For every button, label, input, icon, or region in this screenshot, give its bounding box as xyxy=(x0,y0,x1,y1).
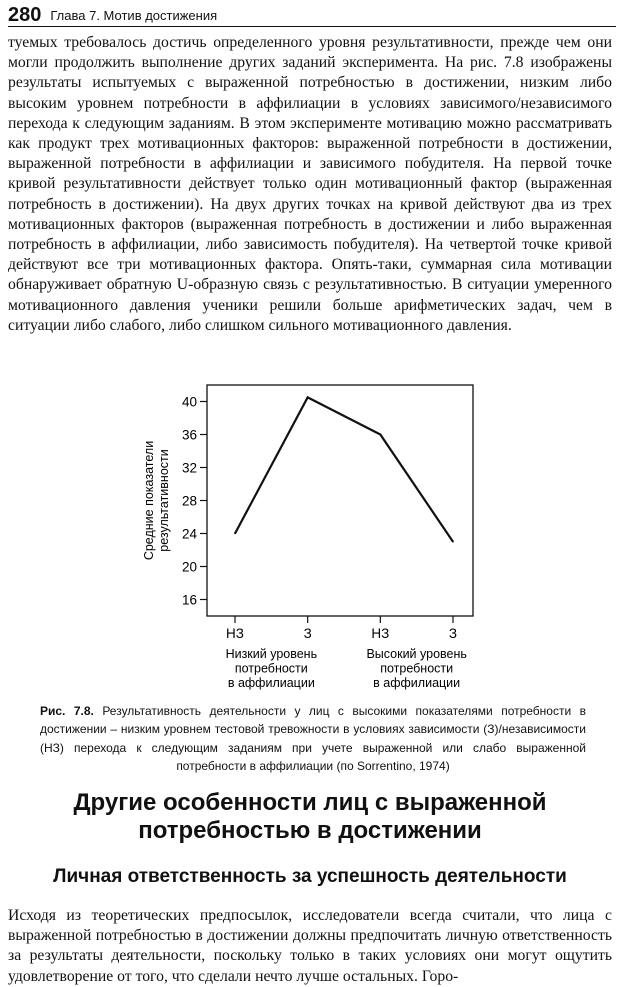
y-axis-label: Средние показатели xyxy=(142,440,156,561)
y-tick-label: 28 xyxy=(181,493,197,509)
y-tick-label: 20 xyxy=(181,559,197,575)
running-header xyxy=(8,2,616,27)
data-series-line xyxy=(235,397,453,541)
figure-7-8-chart xyxy=(140,378,480,698)
y-tick-label: 40 xyxy=(181,394,197,410)
x-group-label: в аффилиации xyxy=(373,676,461,690)
y-tick-label: 16 xyxy=(181,592,197,608)
data-point xyxy=(307,397,309,399)
data-point xyxy=(380,434,382,436)
chapter-title: Глава 7. Мотив достижения xyxy=(50,8,218,23)
x-group-label: потребности xyxy=(380,661,454,676)
x-group-label: в аффилиации xyxy=(227,676,315,690)
caption-text: Результативность деятельности у лиц с высокими показателями потребности в достижении – низким уровнем тестовой тревожности в условиях зависимости (З)/независимости (НЗ) перехода к следующим заданиям при учете выраженной или слабо выраженной потребности в аффилиации (по Sorrentino, 1974) xyxy=(40,704,586,774)
data-point xyxy=(452,541,454,543)
y-tick-label: 36 xyxy=(181,427,197,443)
body-paragraph-2: Исходя из теоретических предпосылок, исследователи всегда считали, что лица с выраженной потребностью в достижении должны предпочитать личную ответственность за результаты деятельности, поскольку только в таких условиях они могут ощутить удовлетворение от того, что сделали нечто лучше остальных. Горо- xyxy=(8,907,612,985)
caption-label: Рис. 7.8. xyxy=(40,704,94,718)
x-group-label: Низкий уровень xyxy=(225,647,318,661)
plot-frame xyxy=(207,385,473,616)
x-tick-label: НЗ xyxy=(371,626,390,641)
x-tick-label: НЗ xyxy=(226,626,244,641)
body-paragraph-1: туемых требовалось достичь определенного уровня результативности, прежде чем они могли продолжить выполнение других заданий эксперимента. На рис. 7.8 изображены результаты испытуемых с выраженной потребностью в достижении, низким либо высоким уровнем потребности в аффилиации в условиях зависимого/независимого перехода к следующим заданиям. В этом эксперименте мотивацию можно рассматривать как продукт трех мотивационных факторов: выраженной потребности в достижении, выраженной потребности в аффилиации и зависимого побудителя. На первой точке кривой результативности действует только один мотивационный фактор (выраженная потребность в достижении). На двух других точках на кривой действуют два из трех мотивационных факторов (выраженная потребность в достижении и либо выраженная потребность в аффилиации, либо зависимость побудителя). На четвертой точке кривой действуют все три мотивационных фактора. Опять-таки, суммарная сила мотивации обнаруживает обратную U-образную связь с результативностью. В ситуации умеренного мотивационного давления ученики решили больше арифметических задач, чем в ситуации либо слабого, либо слишком сильного мотивационного давления. xyxy=(8,34,612,334)
x-tick-label: З xyxy=(303,626,312,641)
section-heading: Другие особенности лиц с выраженной потребностью в достижении xyxy=(73,789,547,844)
figure-caption xyxy=(40,702,586,776)
data-point xyxy=(234,533,236,535)
y-tick-label: 32 xyxy=(181,460,197,476)
x-tick-label: З xyxy=(448,626,458,641)
y-axis-label: результативности xyxy=(157,449,171,552)
line-chart xyxy=(140,378,480,698)
y-tick-label: 24 xyxy=(181,526,197,542)
x-group-label: Высокий уровень xyxy=(366,647,467,661)
page-number: 280 xyxy=(8,4,42,26)
subsection-heading: Личная ответственность за успешность деятельности xyxy=(53,866,567,887)
x-group-label: потребности xyxy=(234,661,308,676)
